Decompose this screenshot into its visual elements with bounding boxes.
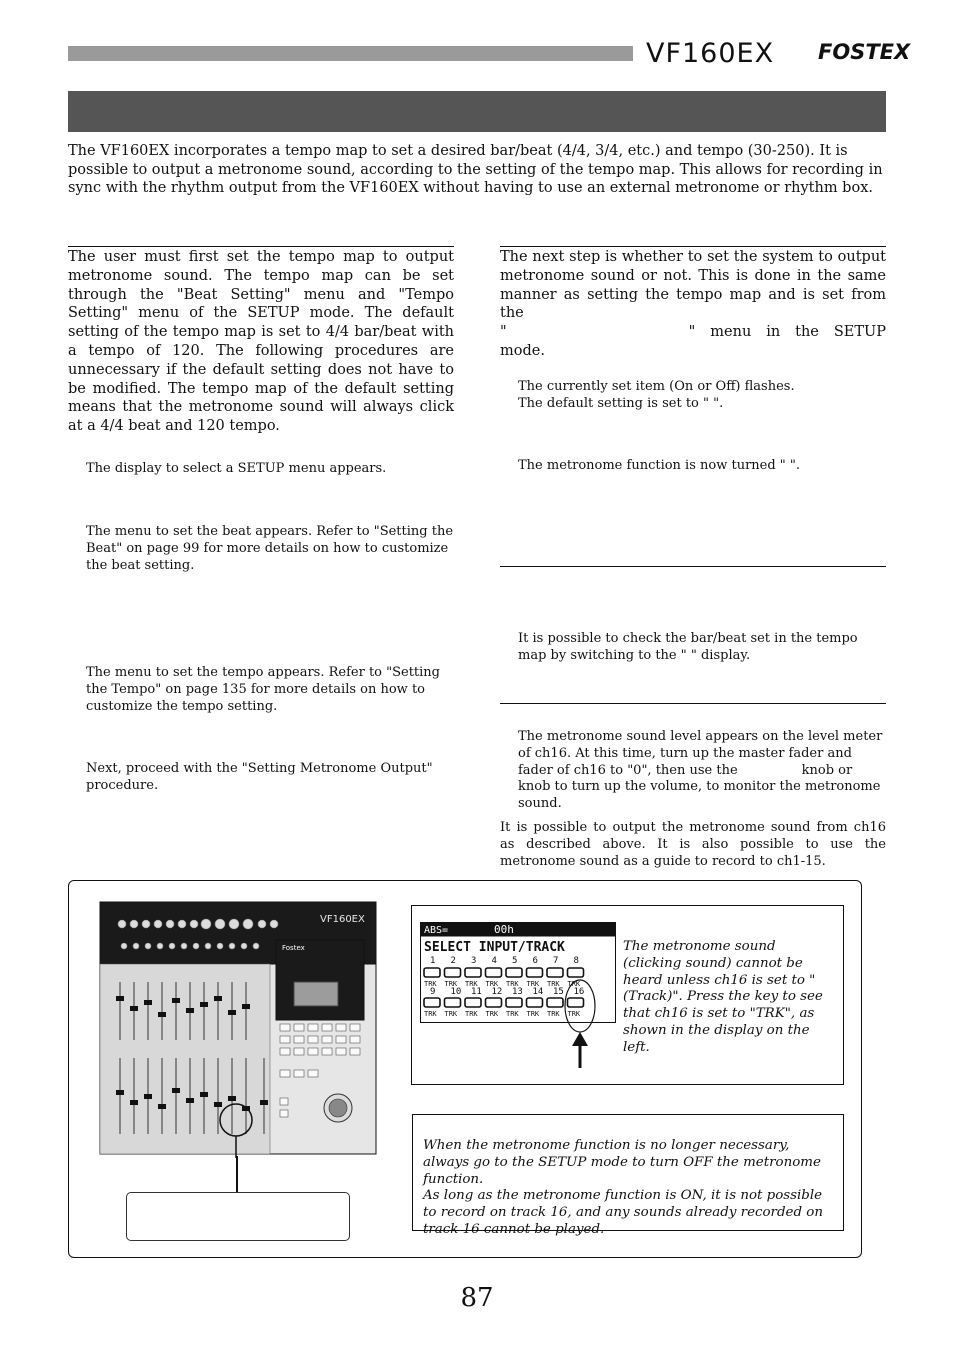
lcd-track-number: 10 xyxy=(450,987,462,997)
lcd-trk-label: TRK xyxy=(465,1010,478,1018)
device-brand: Fostex xyxy=(282,944,305,952)
lcd-track-box xyxy=(486,998,502,1007)
callout-line xyxy=(236,1156,238,1192)
lcd-track-box xyxy=(486,968,502,977)
lcd-track-number: 11 xyxy=(471,987,482,997)
note-text: When the metronome function is no longer necessary, always go to the SETUP mode to turn OFF the metronome function. As long as the metronome function is ON, it is not possible to record on track 16, and any sounds already recorded on track 16 cannot be played. xyxy=(423,1138,823,1237)
lcd-trk-label: TRK xyxy=(526,980,540,988)
lcd-trk-label: TRK xyxy=(465,980,478,988)
lcd-title: SELECT INPUT/TRACK xyxy=(424,940,565,955)
lcd-track-number: 2 xyxy=(450,956,456,966)
right-note-1-line-1: The currently set item (On or Off) flashes. xyxy=(518,379,795,394)
right-paragraph-quote-open: " xyxy=(500,324,507,341)
lcd-trk-label: TRK xyxy=(444,1010,458,1018)
lcd-track-number: 13 xyxy=(512,987,523,997)
device-logo: VF160EX xyxy=(320,914,365,925)
lcd-track-number: 16 xyxy=(573,987,585,997)
device-illustration xyxy=(98,900,378,1158)
lcd-track-box xyxy=(445,968,461,977)
left-paragraph: The user must first set the tempo map to output metronome sound. The tempo map can be set through the "Beat Setting" menu and "Tempo Setting" menu of the SETUP mode. The default setting of the tempo map is set to 4/4 bar/beat with a tempo of 120. The following procedures are unnecessary if the default setting does not have to be modified. The tempo map of the default setting means that the metronome sound will always click at a 4/4 beat and 120 tempo. xyxy=(68,249,454,435)
left-step-2: The menu to set the beat appears. Refer to "Setting the Beat" on page 99 for more details on how to customize the beat setting. xyxy=(86,524,454,573)
lcd-track-number: 1 xyxy=(430,956,436,966)
right-note-4-b: knob or xyxy=(801,762,853,778)
right-paragraph xyxy=(500,248,886,361)
right-paragraph-main: The next step is whether to set the system to output metronome sound or not. This is done in the same manner as setting the tempo map and is set from the xyxy=(500,249,886,322)
lcd-trk-label: TRK xyxy=(547,980,560,988)
section-title-bar xyxy=(68,91,886,132)
lcd-trk-label: TRK xyxy=(506,980,519,988)
left-step-1: The display to select a SETUP menu appears. xyxy=(86,461,387,476)
model-logo: VF160EX xyxy=(646,38,775,69)
lcd-trk-label: TRK xyxy=(485,980,499,988)
lcd-track-number: 8 xyxy=(573,956,579,966)
lcd-track-number: 4 xyxy=(491,956,497,966)
lcd-trk-label: TRK xyxy=(567,1010,581,1018)
lcd-track-box xyxy=(527,998,543,1007)
lcd-track-number: 5 xyxy=(512,956,518,966)
lcd-trk-label: TRK xyxy=(506,1010,519,1018)
right-paragraph-end: " menu in the SETUP mode. xyxy=(500,324,886,359)
lcd-track-box xyxy=(424,998,440,1007)
right-note-3: It is possible to check the bar/beat set in the tempo map by switching to the " " display. xyxy=(518,631,858,663)
lcd-caption: The metronome sound (clicking sound) cannot be heard unless ch16 is set to " (Track)". Press the key to see that ch16 is set to "TRK", as shown in the display on the left. xyxy=(623,939,823,1055)
lcd-track-box xyxy=(424,968,440,977)
callout-box xyxy=(126,1192,350,1241)
brand-logo: FOSTEX xyxy=(818,40,911,64)
lcd-highlight xyxy=(560,970,600,1072)
lcd-track-box xyxy=(506,968,522,977)
lcd-track-number: 3 xyxy=(471,956,477,966)
lcd-trk-label: TRK xyxy=(567,980,581,988)
right-note-4 xyxy=(518,729,886,813)
lcd-track-number: 6 xyxy=(532,956,538,966)
lcd-track-box xyxy=(445,998,461,1007)
right-note-4-c: knob to turn up the volume, to monitor the metronome sound. xyxy=(518,779,881,812)
right-rule-3 xyxy=(500,703,886,704)
intro-paragraph: The VF160EX incorporates a tempo map to set a desired bar/beat (4/4, 3/4, etc.) and tempo (30-250). It is possible to output a metronome sound, according to the setting of the tempo map. This allows for recording in sync with the rhythm output from the VF160EX without having to use an external metronome or rhythm box. xyxy=(68,143,883,196)
lcd-track-box xyxy=(465,968,481,977)
lcd-trk-label: TRK xyxy=(444,980,458,988)
lcd-trk-label: TRK xyxy=(424,1010,437,1018)
lcd-trk-label: TRK xyxy=(424,980,437,988)
right-section-rule xyxy=(500,246,886,247)
lcd-track-box xyxy=(527,968,543,977)
lcd-trk-label: TRK xyxy=(526,1010,540,1018)
lcd-track-number: 7 xyxy=(553,956,559,966)
right-note-1 xyxy=(518,379,886,413)
lcd-abs-label: ABS= xyxy=(424,925,449,936)
right-rule-2 xyxy=(500,566,886,567)
right-paragraph-end: It is possible to output the metronome sound from ch16 as described above. It is also possible to use the metronome sound as a guide to record to ch1-15. xyxy=(500,820,886,869)
right-note-1-line-2: The default setting is set to " ". xyxy=(518,395,724,411)
lcd-track-number: 15 xyxy=(553,987,564,997)
lcd-track-number: 14 xyxy=(532,987,544,997)
page-number: 87 xyxy=(460,1283,494,1313)
lcd-track-box xyxy=(506,998,522,1007)
lcd-track-box xyxy=(465,998,481,1007)
left-step-4: Next, proceed with the "Setting Metronome Output" procedure. xyxy=(86,761,433,793)
left-section-rule xyxy=(68,246,454,247)
left-step-3: The menu to set the tempo appears. Refer to "Setting the Tempo" on page 135 for more details on how to customize the tempo setting. xyxy=(86,665,441,714)
lcd-track-number: 12 xyxy=(491,987,503,997)
lcd-trk-label: TRK xyxy=(485,1010,499,1018)
right-note-4-a: The metronome sound level appears on the level meter of ch16. At this time, turn up the master fader and fader of ch16 to "0", then use the xyxy=(518,729,883,778)
lcd-track-number: 9 xyxy=(430,987,436,997)
lcd-trk-label: TRK xyxy=(547,1010,560,1018)
right-note-2: The metronome function is now turned " ". xyxy=(518,458,801,473)
lcd-counter: 00h xyxy=(494,923,514,936)
header-bar xyxy=(68,46,633,61)
